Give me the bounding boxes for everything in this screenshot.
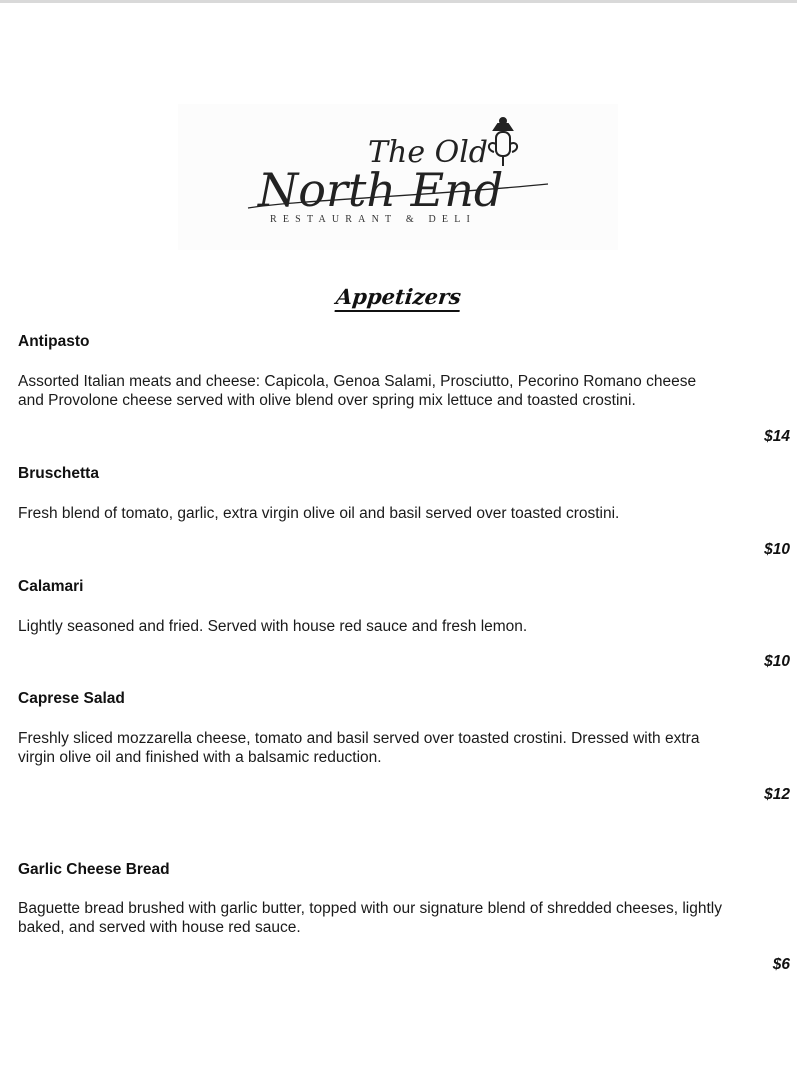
logo-script-line1: The Old [368,135,489,170]
menu-item-description [18,617,793,636]
description-line: Freshly sliced mozzarella cheese, tomato and basil served over toasted crostini. Dressed with extra [18,730,700,747]
menu-item-price: $6 [772,956,790,973]
description-line: Lightly seasoned and fried. Served with house red sauce and fresh lemon. [18,618,528,635]
menu-item-name: Garlic Cheese Bread [18,861,170,878]
menu-item-description [18,729,793,767]
menu-item-description [18,504,793,523]
description-line: Assorted Italian meats and cheese: Capicola, Genoa Salami, Prosciutto, Pecorino Romano cheese [18,373,697,390]
menu-item-description [18,372,793,410]
logo-subtitle: RESTAURANT & DELI [270,214,477,225]
restaurant-logo [178,104,618,250]
logo-script-line2: North End [258,163,504,217]
description-line: and Provolone cheese served with olive blend over spring mix lettuce and toasted crostini. [18,392,636,409]
menu-item-price: $10 [764,653,790,670]
menu-item-name: Bruschetta [18,465,99,482]
description-line: baked, and served with house red sauce. [18,919,301,936]
menu-item-description [18,899,793,937]
lantern-icon [489,118,517,166]
menu-item-price: $10 [764,541,790,558]
description-line: virgin olive oil and finished with a balsamic reduction. [18,749,382,766]
section-title-text: Appetizers [335,284,463,312]
menu-item-name: Caprese Salad [18,690,125,707]
menu-item-name: Antipasto [18,333,90,350]
description-line: Baguette bread brushed with garlic butter, topped with our signature blend of shredded cheeses, lightly [18,900,722,917]
menu-item-price: $12 [764,786,790,803]
menu-item-price: $14 [764,428,790,445]
description-line: Fresh blend of tomato, garlic, extra virgin olive oil and basil served over toasted crostini. [18,505,620,522]
section-title [0,284,797,312]
page-top-rule [0,0,797,3]
logo-artwork [178,104,618,250]
menu-item-name: Calamari [18,578,84,595]
